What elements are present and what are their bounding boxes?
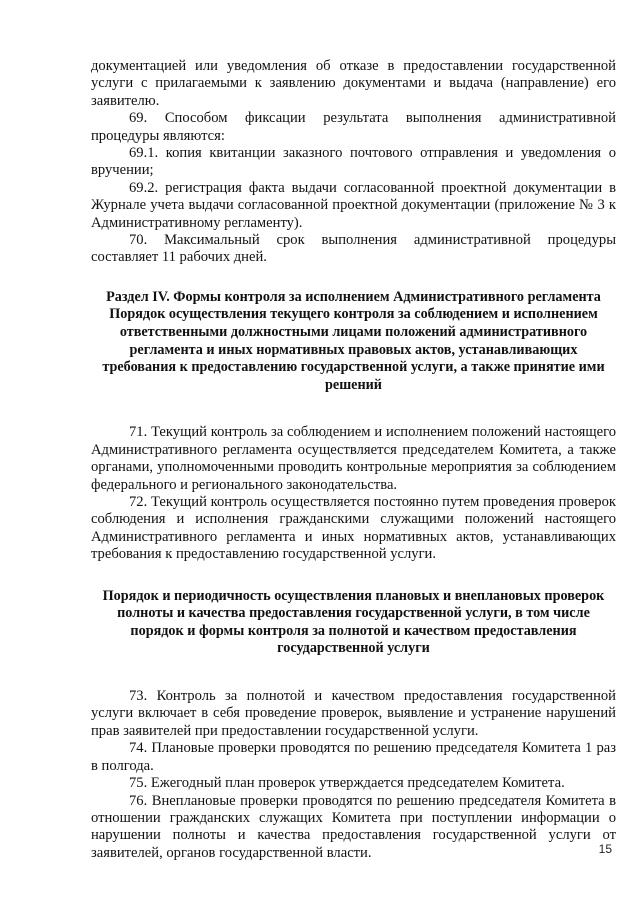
paragraph-76: 76. Внеплановые проверки проводятся по решению председателя Комитета в отношении гражданских служащих Комитета при поступлении информации о нарушении полноты и качества предоставления государственной услуги от заявителей, органов государственной власти.: [91, 792, 616, 861]
paragraph-75: 75. Ежегодный план проверок утверждается председателем Комитета.: [129, 775, 565, 792]
subsection-heading: Порядок и периодичность осуществления плановых и внеплановых проверок полноты и качества предоставления государственной услуги, в том числе порядок и формы контроля за полнотой и качеством предоставления государственной услуги: [102, 587, 605, 657]
paragraph-71: 71. Текущий контроль за соблюдением и исполнением положений настоящего Административного регламента осуществляется председателем Комитета, а также органами, уполномоченными проводить контрольные мероприятия за соблюдением федерального и регионального законодательства.: [91, 424, 616, 493]
paragraph-69-2: 69.2. регистрация факта выдачи согласованной проектной документации в Журнале учета выдачи согласованной проектной документации (приложение № 3 к Административному регламенту).: [91, 179, 616, 231]
section-4-heading: Раздел IV. Формы контроля за исполнением Административного регламента Порядок осуществления текущего контроля за соблюдением и исполнением ответственными должностными лицами положений административного регламента и иных нормативных правовых актов, устанавливающих требования к предоставлению государственной услуги, а также принятие ими решений: [102, 288, 605, 393]
page-number: 15: [598, 842, 612, 856]
paragraph-72: 72. Текущий контроль осуществляется постоянно путем проведения проверок соблюдения и исполнения гражданскими служащими положений настоящего Административного регламента и иных нормативных актов, устанавливающих требования к предоставлению государственной услуги.: [91, 494, 616, 563]
paragraph-continuation: документацией или уведомления об отказе в предоставлении государственной услуги с прилагаемыми к заявлению документами и выдача (направление) его заявителю.: [91, 58, 616, 109]
document-page: [91, 58, 616, 862]
paragraph-70: 70. Максимальный срок выполнения административной процедуры составляет 11 рабочих дней.: [91, 232, 616, 266]
paragraph-73: 73. Контроль за полнотой и качеством предоставления государственной услуги включает в себя проведение проверок, выявление и устранение нарушений прав заявителей при предоставлении государственной услуги.: [91, 688, 616, 739]
paragraph-69-1: 69.1. копия квитанции заказного почтового отправления и уведомления о вручении;: [91, 145, 616, 179]
paragraph-74: 74. Плановые проверки проводятся по решению председателя Комитета 1 раз в полгода.: [91, 740, 616, 774]
paragraph-69: 69. Способом фиксации результата выполнения административной процедуры являются:: [91, 110, 616, 144]
